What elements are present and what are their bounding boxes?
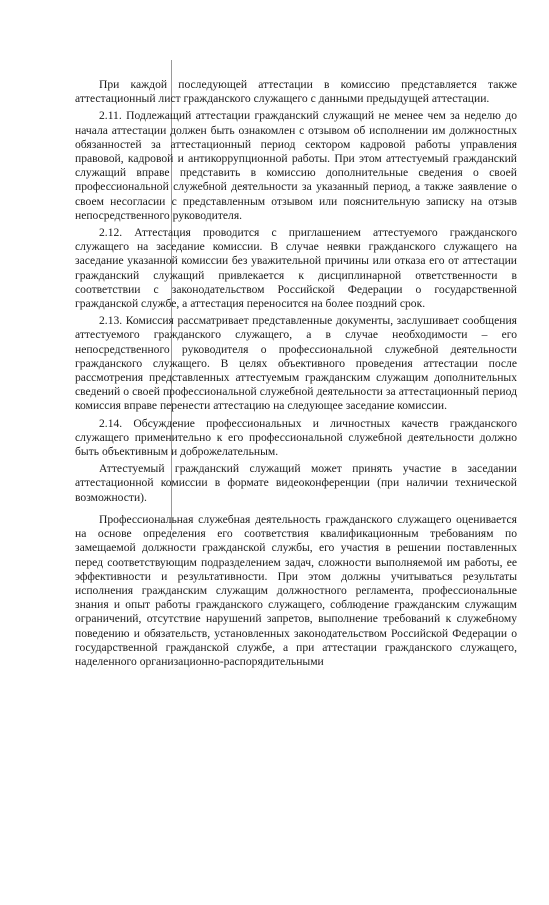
paragraph-2-13: 2.13. Комиссия рассматривает представленные документы, заслушивает сообщения аттестуемого гражданского служащего, а в случае необходимости – его непосредственного руководителя о профессиональной служебной деятельности гражданского служащего. В целях объективного проведения аттестации после рассмотрения представленных аттестуемым гражданским служащим дополнительных сведений о своей профессиональной служебной деятельности за аттестационный период комиссия вправе перенести аттестацию на следующее заседание комиссии. <box>75 314 517 413</box>
paragraph-2-14: 2.14. Обсуждение профессиональных и личностных качеств гражданского служащего применительно к его профессиональной служебной деятельности должно быть объективным и доброжелательным. <box>75 416 517 459</box>
paragraph-videoconference: Аттестуемый гражданский служащий может принять участие в заседании аттестационной комиссии в формате видеоконференции (при наличии технической возможности). <box>75 462 517 504</box>
paragraph-2-12: 2.12. Аттестация проводится с приглашением аттестуемого гражданского служащего на заседание комиссии. В случае неявки гражданского служащего на заседание указанной комиссии без уважительной причины или отказа его от аттестации гражданский служащий привлекается к дисциплинарной ответственности в соответствии с законодательством Российской Федерации о государственной гражданской службе, а аттестация переносится на более поздний срок. <box>75 226 517 311</box>
paragraph-previous-attestation: При каждой последующей аттестации в комиссию представляется также аттестационный лист гражданского служащего с данными предыдущей аттестации. <box>75 78 517 106</box>
document-body <box>75 78 517 672</box>
paragraph-professional-activity: Профессиональная служебная деятельность гражданского служащего оценивается на основе определения его соответствия квалификационным требованиям по замещаемой должности гражданской службы, его участия в решении поставленных перед соответствующим подразделением задач, сложности выполняемой им работы, ее эффективности и результативности. При этом должны учитываться результаты исполнения гражданским служащим должностного регламента, профессиональные знания и опыт работы гражданского служащего, соблюдение гражданским служащим ограничений, отсутствие нарушений запретов, выполнение требований к служебному поведению и обязательств, установленных законодательством Российской Федерации о государственной гражданской службе, а при аттестации гражданского служащего, наделенного организационно-распорядительными <box>75 512 517 668</box>
paragraph-2-11: 2.11. Подлежащий аттестации гражданский служащий не менее чем за неделю до начала аттестации должен быть ознакомлен с отзывом об исполнении им должностных обязанностей за аттестационный период сектором кадровой работы управления правовой, кадровой и антикоррупционной работы. При этом аттестуемый гражданский служащий вправе представить в комиссию дополнительные сведения о своей профессиональной служебной деятельности за указанный период, а также заявление о своем несогласии с представленным отзывом или пояснительную записку на отзыв непосредственного руководителя. <box>75 109 517 222</box>
